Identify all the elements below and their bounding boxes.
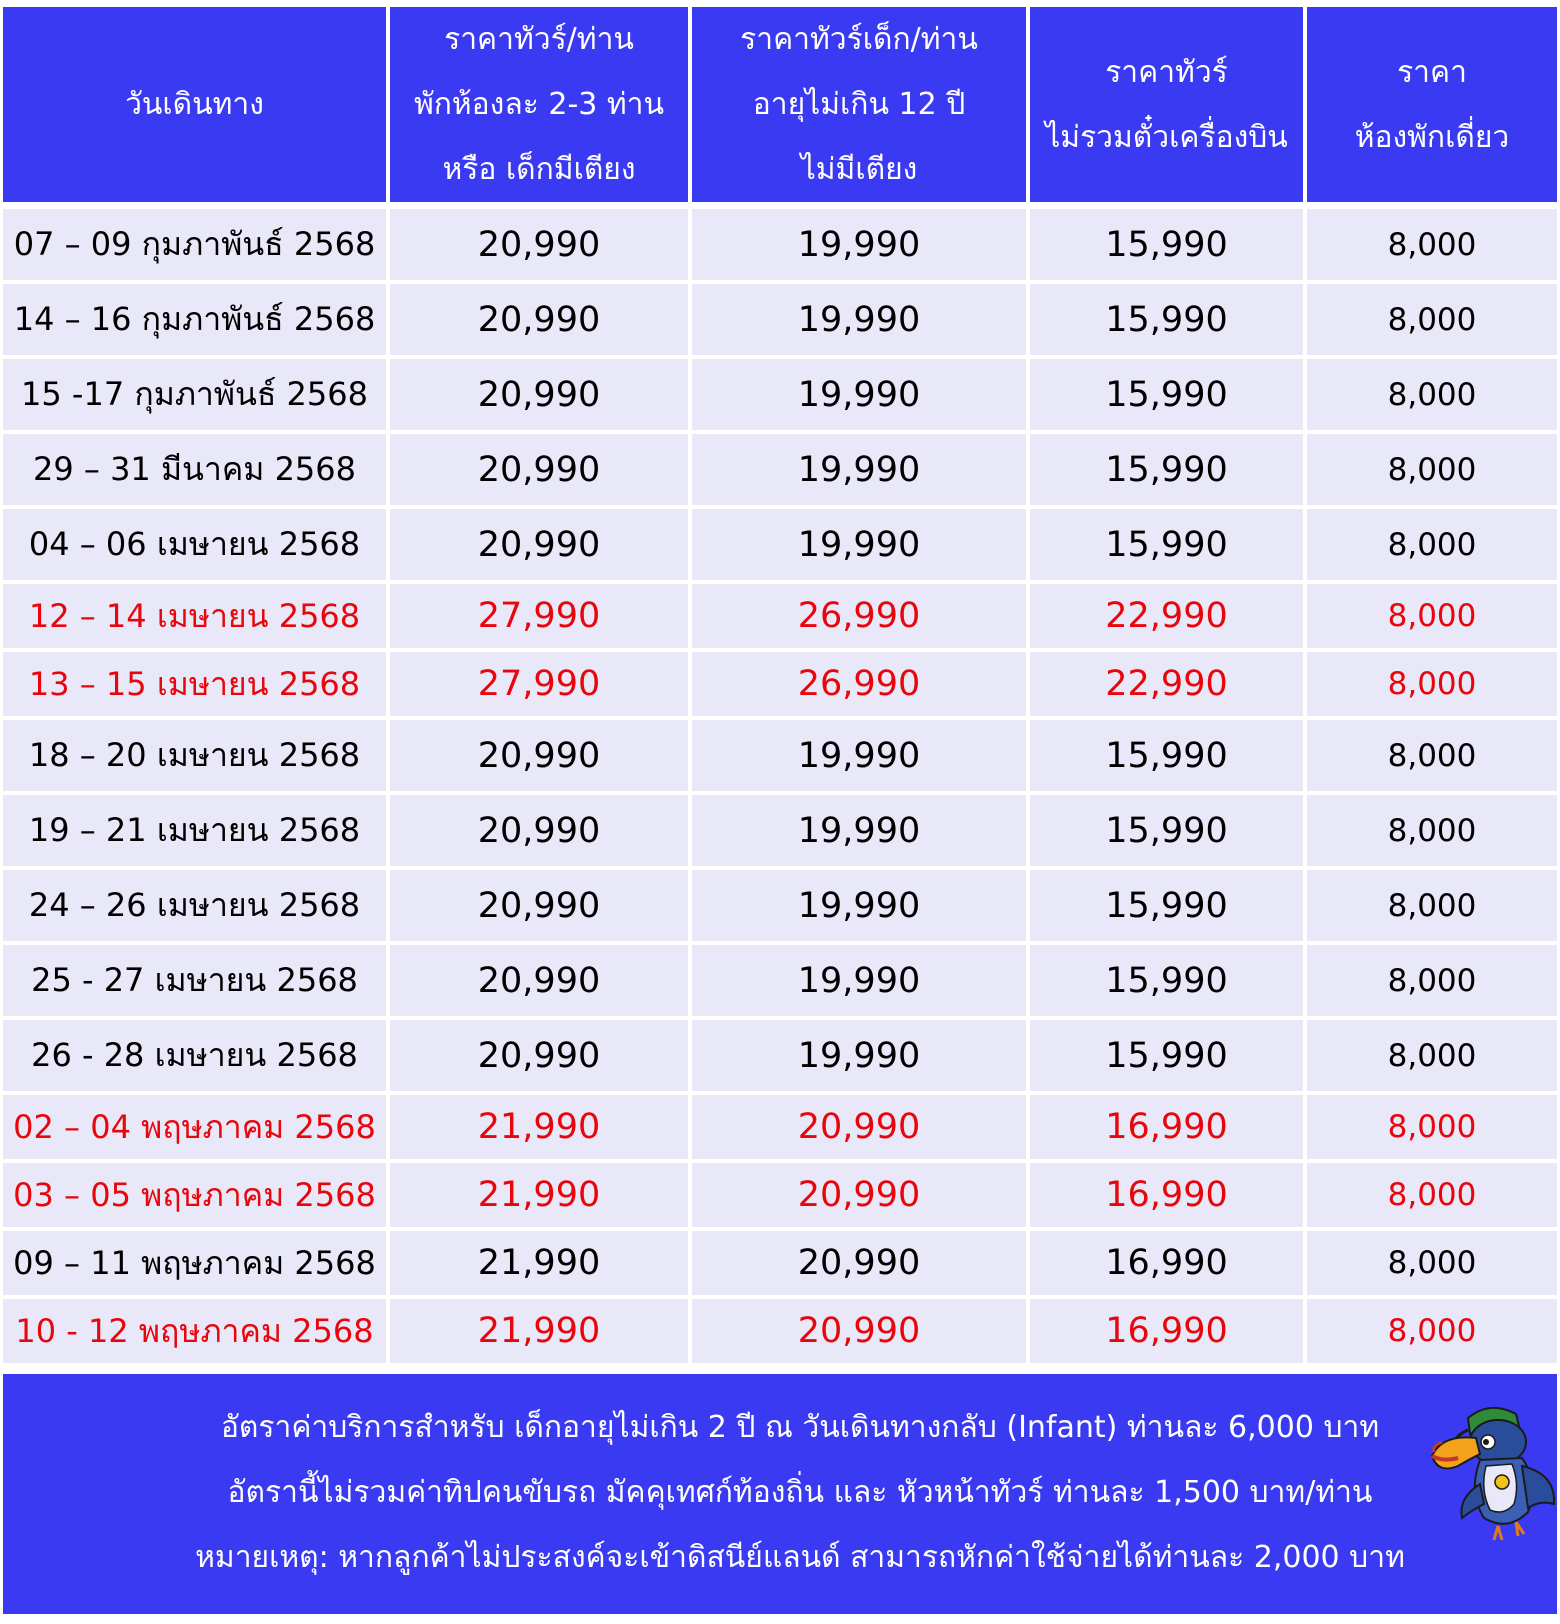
child-price-cell: 19,990 bbox=[692, 359, 1030, 434]
departure-date-cell: 18 – 20 เมษายน 2568 bbox=[3, 720, 390, 795]
table-row bbox=[3, 284, 1557, 359]
adult-price-cell: 20,990 bbox=[390, 509, 692, 584]
child-price-cell: 19,990 bbox=[692, 434, 1030, 509]
header-adult-price bbox=[390, 7, 692, 209]
table-row bbox=[3, 1163, 1557, 1231]
single-room-price-cell: 8,000 bbox=[1307, 1020, 1557, 1095]
no-flight-price-cell: 15,990 bbox=[1030, 209, 1307, 284]
adult-price-cell: 21,990 bbox=[390, 1095, 692, 1163]
no-flight-price-cell: 15,990 bbox=[1030, 284, 1307, 359]
header-child-price bbox=[692, 7, 1030, 209]
single-room-price-cell: 8,000 bbox=[1307, 1095, 1557, 1163]
child-price-cell: 19,990 bbox=[692, 720, 1030, 795]
departure-date-cell: 03 – 05 พฤษภาคม 2568 bbox=[3, 1163, 390, 1231]
no-flight-price-cell: 15,990 bbox=[1030, 720, 1307, 795]
single-room-price-cell: 8,000 bbox=[1307, 720, 1557, 795]
no-flight-price-cell: 16,990 bbox=[1030, 1163, 1307, 1231]
header-line: ราคาทัวร์ bbox=[1105, 54, 1228, 90]
notes-footer bbox=[3, 1374, 1557, 1614]
child-price-cell: 19,990 bbox=[692, 284, 1030, 359]
single-room-price-cell: 8,000 bbox=[1307, 1231, 1557, 1299]
adult-price-cell: 20,990 bbox=[390, 795, 692, 870]
single-room-price-cell: 8,000 bbox=[1307, 509, 1557, 584]
no-flight-price-cell: 15,990 bbox=[1030, 509, 1307, 584]
header-line: อายุไม่เกิน 12 ปี bbox=[752, 87, 966, 122]
adult-price-cell: 21,990 bbox=[390, 1231, 692, 1299]
table-row bbox=[3, 1299, 1557, 1367]
single-room-price-cell: 8,000 bbox=[1307, 870, 1557, 945]
no-flight-price-cell: 16,990 bbox=[1030, 1095, 1307, 1163]
no-flight-price-cell: 15,990 bbox=[1030, 359, 1307, 434]
header-single-room-price bbox=[1307, 7, 1557, 209]
header-line: หรือ เด็กมีเตียง bbox=[442, 152, 636, 187]
table-row bbox=[3, 795, 1557, 870]
adult-price-cell: 20,990 bbox=[390, 1020, 692, 1095]
no-flight-price-cell: 15,990 bbox=[1030, 1020, 1307, 1095]
departure-date-cell: 24 – 26 เมษายน 2568 bbox=[3, 870, 390, 945]
single-room-price-cell: 8,000 bbox=[1307, 434, 1557, 509]
table-row bbox=[3, 1095, 1557, 1163]
no-flight-price-cell: 15,990 bbox=[1030, 945, 1307, 1020]
child-price-cell: 19,990 bbox=[692, 209, 1030, 284]
table-row bbox=[3, 434, 1557, 509]
table-row bbox=[3, 509, 1557, 584]
header-line: ห้องพักเดี่ยว bbox=[1354, 119, 1510, 155]
departure-date-cell: 13 – 15 เมษายน 2568 bbox=[3, 652, 390, 720]
adult-price-cell: 20,990 bbox=[390, 359, 692, 434]
header-row bbox=[3, 7, 1557, 209]
single-room-price-cell: 8,000 bbox=[1307, 1163, 1557, 1231]
header-line: พักห้องละ 2-3 ท่าน bbox=[413, 87, 665, 122]
adult-price-cell: 20,990 bbox=[390, 209, 692, 284]
header-line: ไม่รวมตั๋วเครื่องบิน bbox=[1045, 119, 1288, 155]
table-row bbox=[3, 652, 1557, 720]
single-room-price-cell: 8,000 bbox=[1307, 359, 1557, 434]
departure-date-cell: 02 – 04 พฤษภาคม 2568 bbox=[3, 1095, 390, 1163]
departure-date-cell: 26 - 28 เมษายน 2568 bbox=[3, 1020, 390, 1095]
child-price-cell: 19,990 bbox=[692, 1020, 1030, 1095]
disneyland-deduction-note: หมายเหตุ: หากลูกค้าไม่ประสงค์จะเข้าดิสนีย์แลนด์ สามารถหักค่าใช้จ่ายได้ท่านละ 2,000 บาท bbox=[195, 1540, 1405, 1575]
table-row bbox=[3, 1231, 1557, 1299]
table-row bbox=[3, 720, 1557, 795]
single-room-price-cell: 8,000 bbox=[1307, 584, 1557, 652]
tip-excluded-note: อัตรานี้ไม่รวมค่าทิปคนขับรถ มัคคุเทศก์ท้องถิ่น และ หัวหน้าทัวร์ ท่านละ 1,500 บาท/ท่าน bbox=[227, 1475, 1373, 1510]
child-price-cell: 20,990 bbox=[692, 1231, 1030, 1299]
header-line: ราคาทัวร์/ท่าน bbox=[444, 22, 634, 57]
single-room-price-cell: 8,000 bbox=[1307, 652, 1557, 720]
no-flight-price-cell: 15,990 bbox=[1030, 795, 1307, 870]
single-room-price-cell: 8,000 bbox=[1307, 795, 1557, 870]
table-row bbox=[3, 870, 1557, 945]
child-price-cell: 19,990 bbox=[692, 509, 1030, 584]
adult-price-cell: 21,990 bbox=[390, 1163, 692, 1231]
header-line: วันเดินทาง bbox=[125, 87, 264, 122]
child-price-cell: 20,990 bbox=[692, 1299, 1030, 1367]
child-price-cell: 26,990 bbox=[692, 584, 1030, 652]
no-flight-price-cell: 15,990 bbox=[1030, 434, 1307, 509]
no-flight-price-cell: 16,990 bbox=[1030, 1299, 1307, 1367]
table-row bbox=[3, 945, 1557, 1020]
departure-date-cell: 12 – 14 เมษายน 2568 bbox=[3, 584, 390, 652]
departure-date-cell: 29 – 31 มีนาคม 2568 bbox=[3, 434, 390, 509]
table-row bbox=[3, 584, 1557, 652]
header-line: ไม่มีเตียง bbox=[800, 152, 918, 187]
no-flight-price-cell: 22,990 bbox=[1030, 652, 1307, 720]
departure-date-cell: 04 – 06 เมษายน 2568 bbox=[3, 509, 390, 584]
adult-price-cell: 20,990 bbox=[390, 945, 692, 1020]
table-row bbox=[3, 1020, 1557, 1095]
adult-price-cell: 20,990 bbox=[390, 284, 692, 359]
no-flight-price-cell: 22,990 bbox=[1030, 584, 1307, 652]
header-line: ราคาทัวร์เด็ก/ท่าน bbox=[740, 22, 978, 57]
child-price-cell: 26,990 bbox=[692, 652, 1030, 720]
departure-date-cell: 07 – 09 กุมภาพันธ์ 2568 bbox=[3, 209, 390, 284]
header-no-flight-price bbox=[1030, 7, 1307, 209]
toucan-mascot-icon bbox=[1428, 1400, 1558, 1545]
infant-rate-note: อัตราค่าบริการสำหรับ เด็กอายุไม่เกิน 2 ปี ณ วันเดินทางกลับ (Infant) ท่านละ 6,000 บาท bbox=[220, 1410, 1380, 1445]
child-price-cell: 19,990 bbox=[692, 945, 1030, 1020]
adult-price-cell: 20,990 bbox=[390, 434, 692, 509]
adult-price-cell: 27,990 bbox=[390, 652, 692, 720]
header-line: ราคา bbox=[1397, 54, 1467, 90]
table-row bbox=[3, 209, 1557, 284]
single-room-price-cell: 8,000 bbox=[1307, 1299, 1557, 1367]
price-table bbox=[3, 7, 1557, 1367]
departure-date-cell: 19 – 21 เมษายน 2568 bbox=[3, 795, 390, 870]
single-room-price-cell: 8,000 bbox=[1307, 209, 1557, 284]
table-row bbox=[3, 359, 1557, 434]
departure-date-cell: 15 -17 กุมภาพันธ์ 2568 bbox=[3, 359, 390, 434]
departure-date-cell: 10 - 12 พฤษภาคม 2568 bbox=[3, 1299, 390, 1367]
child-price-cell: 19,990 bbox=[692, 870, 1030, 945]
no-flight-price-cell: 16,990 bbox=[1030, 1231, 1307, 1299]
no-flight-price-cell: 15,990 bbox=[1030, 870, 1307, 945]
header-departure-date bbox=[3, 7, 390, 209]
child-price-cell: 20,990 bbox=[692, 1095, 1030, 1163]
departure-date-cell: 25 - 27 เมษายน 2568 bbox=[3, 945, 390, 1020]
child-price-cell: 19,990 bbox=[692, 795, 1030, 870]
adult-price-cell: 21,990 bbox=[390, 1299, 692, 1367]
single-room-price-cell: 8,000 bbox=[1307, 945, 1557, 1020]
adult-price-cell: 20,990 bbox=[390, 870, 692, 945]
adult-price-cell: 20,990 bbox=[390, 720, 692, 795]
adult-price-cell: 27,990 bbox=[390, 584, 692, 652]
single-room-price-cell: 8,000 bbox=[1307, 284, 1557, 359]
departure-date-cell: 14 – 16 กุมภาพันธ์ 2568 bbox=[3, 284, 390, 359]
departure-date-cell: 09 – 11 พฤษภาคม 2568 bbox=[3, 1231, 390, 1299]
child-price-cell: 20,990 bbox=[692, 1163, 1030, 1231]
